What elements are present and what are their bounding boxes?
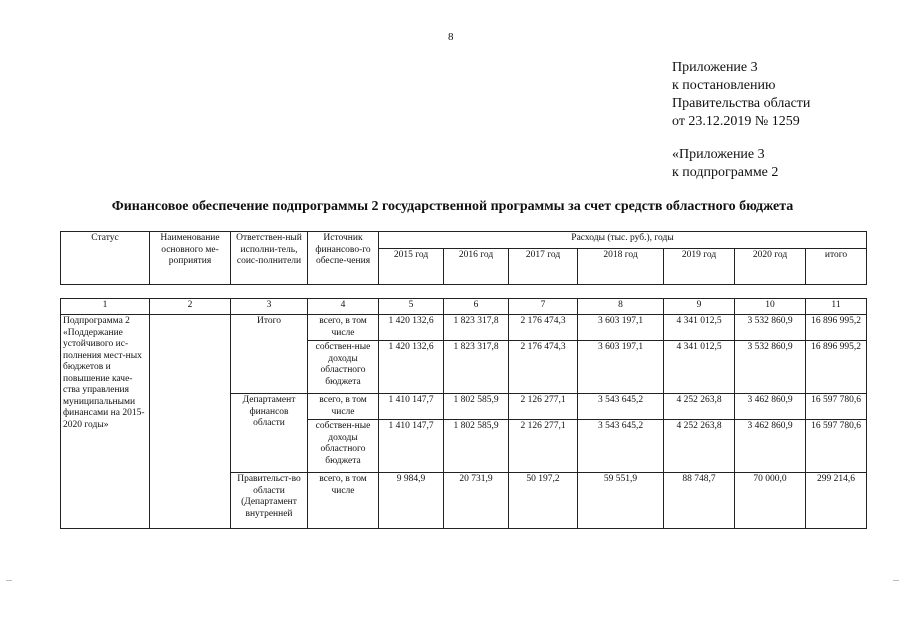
value-cell: 1 410 147,7 bbox=[379, 420, 444, 473]
value-cell: 70 000,0 bbox=[735, 473, 806, 529]
column-number: 2 bbox=[150, 299, 231, 315]
value-cell: 3 462 860,9 bbox=[735, 420, 806, 473]
header-year: 2015 год bbox=[379, 249, 444, 285]
column-number: 10 bbox=[735, 299, 806, 315]
header-year: 2020 год bbox=[735, 249, 806, 285]
header-source: Источник финансово-го обеспе-чения bbox=[308, 232, 379, 285]
appendix-line: от 23.12.2019 № 1259 bbox=[672, 114, 800, 129]
header-year: 2017 год bbox=[509, 249, 578, 285]
header-measure: Наименование основного ме-роприятия bbox=[150, 232, 231, 285]
column-number: 3 bbox=[231, 299, 308, 315]
header-year: 2019 год bbox=[664, 249, 735, 285]
value-cell: 1 823 317,8 bbox=[444, 315, 509, 341]
value-cell: 4 341 012,5 bbox=[664, 315, 735, 341]
column-number: 7 bbox=[509, 299, 578, 315]
value-cell: 3 462 860,9 bbox=[735, 394, 806, 420]
header-status: Статус bbox=[61, 232, 150, 285]
value-cell: 4 252 263,8 bbox=[664, 420, 735, 473]
value-cell: 20 731,9 bbox=[444, 473, 509, 529]
value-cell: 1 420 132,6 bbox=[379, 341, 444, 394]
column-number: 11 bbox=[806, 299, 867, 315]
value-cell: 4 341 012,5 bbox=[664, 341, 735, 394]
header-executor: Ответствен-ный исполни-тель, соис-полнители bbox=[231, 232, 308, 285]
value-cell: 3 532 860,9 bbox=[735, 341, 806, 394]
source-cell: собствен-ные доходы областного бюджета bbox=[308, 420, 379, 473]
value-cell: 59 551,9 bbox=[578, 473, 664, 529]
value-cell: 2 126 277,1 bbox=[509, 394, 578, 420]
data-table bbox=[60, 298, 867, 529]
scan-mark bbox=[6, 580, 12, 581]
value-cell: 88 748,7 bbox=[664, 473, 735, 529]
source-cell: всего, в том числе bbox=[308, 394, 379, 420]
executor-cell: Итого bbox=[231, 315, 308, 394]
appendix-line: к постановлению bbox=[672, 78, 776, 93]
column-number: 4 bbox=[308, 299, 379, 315]
value-cell: 1 823 317,8 bbox=[444, 341, 509, 394]
value-cell: 3 603 197,1 bbox=[578, 315, 664, 341]
value-cell: 1 802 585,9 bbox=[444, 394, 509, 420]
table-row bbox=[61, 315, 867, 341]
total-cell: 16 896 995,2 bbox=[806, 341, 867, 394]
total-cell: 16 597 780,6 bbox=[806, 420, 867, 473]
header-year: 2018 год bbox=[578, 249, 664, 285]
executor-cell: Правительст-во области (Департамент внутренней bbox=[231, 473, 308, 529]
value-cell: 3 532 860,9 bbox=[735, 315, 806, 341]
appendix-sub-block bbox=[672, 146, 778, 182]
value-cell: 50 197,2 bbox=[509, 473, 578, 529]
subprogram-status: Подпрограмма 2 «Поддержание устойчивого ис-полнения мест-ных бюджетов и повышение каче-ства управления муниципальными финансами на 2015-2020 годы» bbox=[61, 315, 150, 529]
total-cell: 299 214,6 bbox=[806, 473, 867, 529]
value-cell: 2 126 277,1 bbox=[509, 420, 578, 473]
appendix-block bbox=[672, 59, 810, 131]
source-cell: всего, в том числе bbox=[308, 315, 379, 341]
value-cell: 1 802 585,9 bbox=[444, 420, 509, 473]
value-cell: 9 984,9 bbox=[379, 473, 444, 529]
value-cell: 3 543 645,2 bbox=[578, 394, 664, 420]
header-total: итого bbox=[806, 249, 867, 285]
appendix-line: Приложение 3 bbox=[672, 60, 758, 75]
column-number: 9 bbox=[664, 299, 735, 315]
value-cell: 3 603 197,1 bbox=[578, 341, 664, 394]
document-title: Финансовое обеспечение подпрограммы 2 государственной программы за счет средств областного бюджета bbox=[111, 199, 794, 214]
total-cell: 16 896 995,2 bbox=[806, 315, 867, 341]
executor-cell: Департамент финансов области bbox=[231, 394, 308, 473]
header-table bbox=[60, 231, 867, 285]
value-cell: 1 410 147,7 bbox=[379, 394, 444, 420]
source-cell: всего, в том числе bbox=[308, 473, 379, 529]
column-number: 6 bbox=[444, 299, 509, 315]
header-year: 2016 год bbox=[444, 249, 509, 285]
header-expenses: Расходы (тыс. руб.), годы bbox=[379, 232, 867, 249]
source-cell: собствен-ные доходы областного бюджета bbox=[308, 341, 379, 394]
appendix-sub-line: «Приложение 3 bbox=[672, 147, 765, 162]
measure-cell bbox=[150, 315, 231, 529]
value-cell: 4 252 263,8 bbox=[664, 394, 735, 420]
value-cell: 2 176 474,3 bbox=[509, 315, 578, 341]
scan-mark bbox=[893, 580, 899, 581]
page-number: 8 bbox=[448, 31, 454, 43]
value-cell: 2 176 474,3 bbox=[509, 341, 578, 394]
value-cell: 1 420 132,6 bbox=[379, 315, 444, 341]
column-number: 8 bbox=[578, 299, 664, 315]
column-number: 1 bbox=[61, 299, 150, 315]
value-cell: 3 543 645,2 bbox=[578, 420, 664, 473]
appendix-line: Правительства области bbox=[672, 96, 811, 111]
total-cell: 16 597 780,6 bbox=[806, 394, 867, 420]
appendix-sub-line: к подпрограмме 2 bbox=[672, 165, 779, 180]
column-number: 5 bbox=[379, 299, 444, 315]
column-number-row bbox=[61, 299, 867, 315]
